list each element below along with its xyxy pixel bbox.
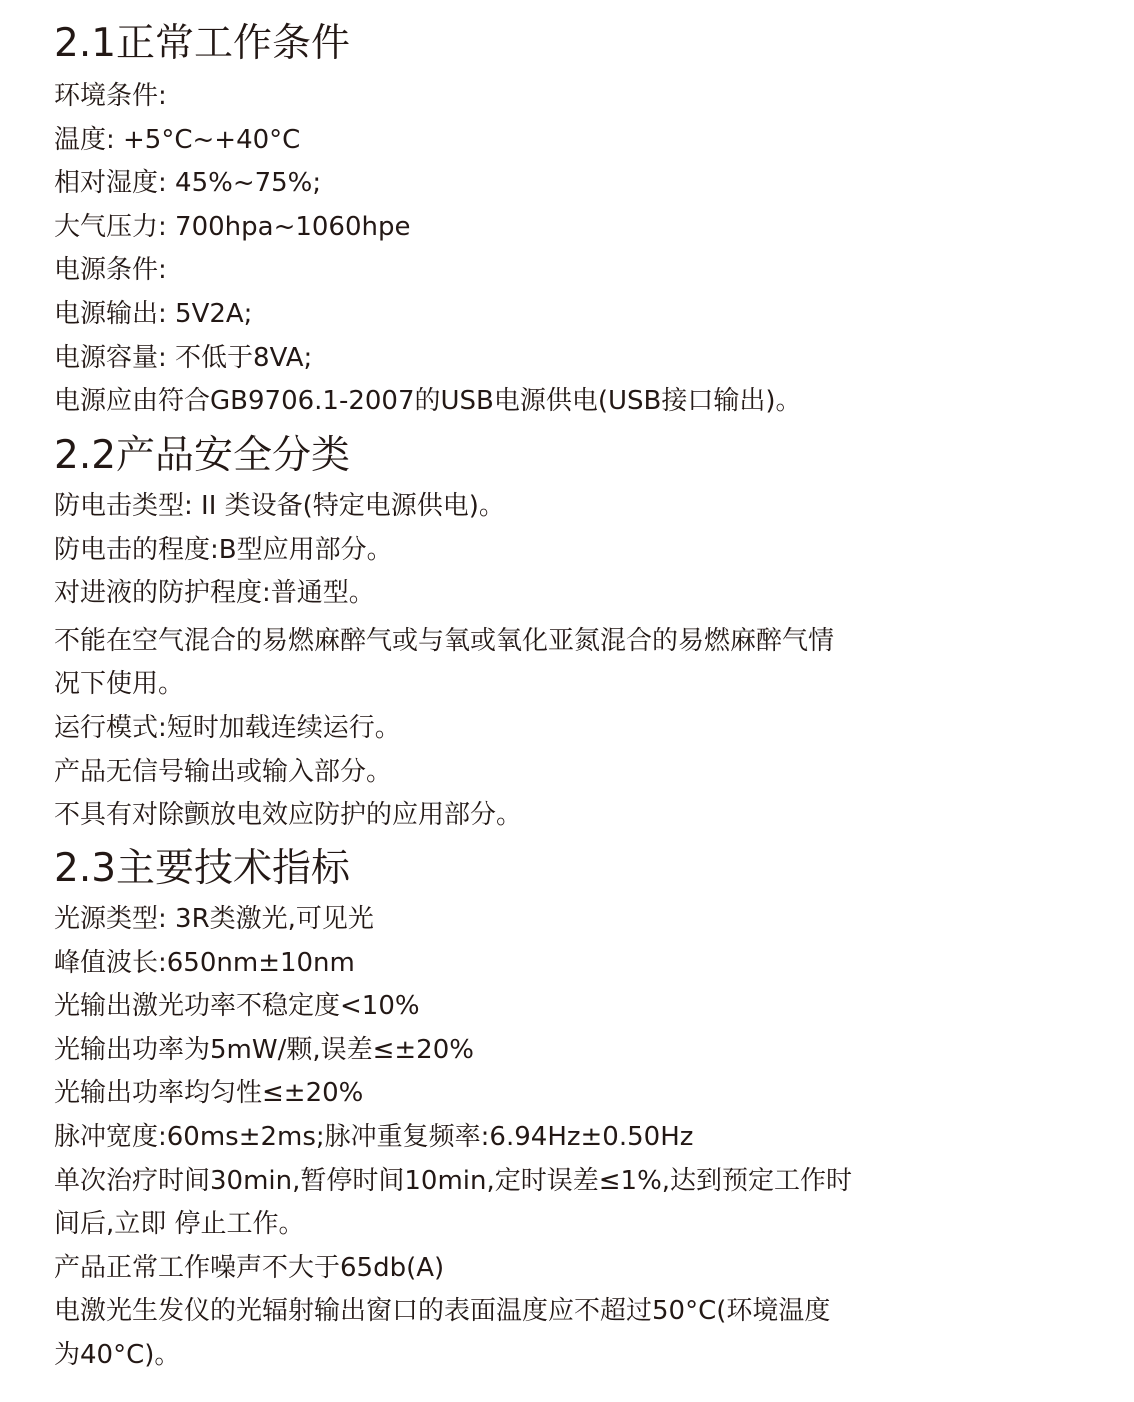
- section-body-working-conditions: [54, 75, 802, 424]
- text-line: 光输出功率为5mW/颗,误差≤±20%: [54, 1034, 474, 1065]
- text-line: 防电击的程度:B型应用部分。: [54, 534, 393, 565]
- text-line: 电源条件:: [54, 255, 167, 286]
- text-line: 不能在空气混合的易燃麻醉气或与氧或氧化亚氮混合的易燃麻醉气情: [54, 625, 835, 656]
- text-line: 况下使用。: [54, 669, 185, 700]
- text-line: 对进液的防护程度:普通型。: [54, 578, 375, 609]
- section-body-safety-classification: [54, 485, 834, 838]
- text-line: 防电击类型: II 类设备(特定电源供电)。: [54, 491, 505, 521]
- text-line: 不具有对除颤放电效应防护的应用部分。: [54, 800, 523, 831]
- text-line: 间后,立即 停止工作。: [54, 1209, 305, 1240]
- text-line: 单次治疗时间30min,暂停时间10min,定时误差≤1%,达到预定工作时: [54, 1165, 853, 1196]
- text-line: 峰值波长:650nm±10nm: [54, 947, 355, 978]
- text-line: 大气压力: 700hpa~1060hpe: [54, 211, 411, 242]
- text-line: 电源应由符合GB9706.1-2007的USB电源供电(USB接口输出)。: [54, 386, 802, 417]
- text-line: 电源容量: 不低于8VA;: [54, 342, 313, 373]
- section-title-technical-specs: 2.3主要技术指标: [54, 846, 351, 891]
- text-line: 光输出功率均匀性≤±20%: [54, 1078, 364, 1109]
- text-line: 光源类型: 3R类激光,可见光: [54, 904, 374, 934]
- text-line: 环境条件:: [54, 81, 167, 111]
- section-title-working-conditions: 2.1正常工作条件: [54, 21, 351, 66]
- text-line: 为40°C)。: [54, 1339, 181, 1370]
- text-line: 电激光生发仪的光辐射输出窗口的表面温度应不超过50°C(环境温度: [54, 1296, 831, 1327]
- text-line: 温度: +5°C~+40°C: [54, 124, 301, 155]
- section-title-safety-classification: 2.2产品安全分类: [54, 433, 351, 478]
- text-line: 相对湿度: 45%~75%;: [54, 168, 322, 199]
- text-line: 光输出激光功率不稳定度<10%: [54, 991, 420, 1022]
- section-body-technical-specs: [54, 898, 852, 1378]
- text-line: 脉冲宽度:60ms±2ms;脉冲重复频率:6.94Hz±0.50Hz: [54, 1121, 694, 1152]
- text-line: 产品正常工作噪声不大于65db(A): [54, 1252, 445, 1283]
- text-line: 电源输出: 5V2A;: [54, 298, 253, 329]
- text-line: 运行模式:短时加载连续运行。: [54, 712, 401, 743]
- text-line: 产品无信号输出或输入部分。: [54, 756, 393, 787]
